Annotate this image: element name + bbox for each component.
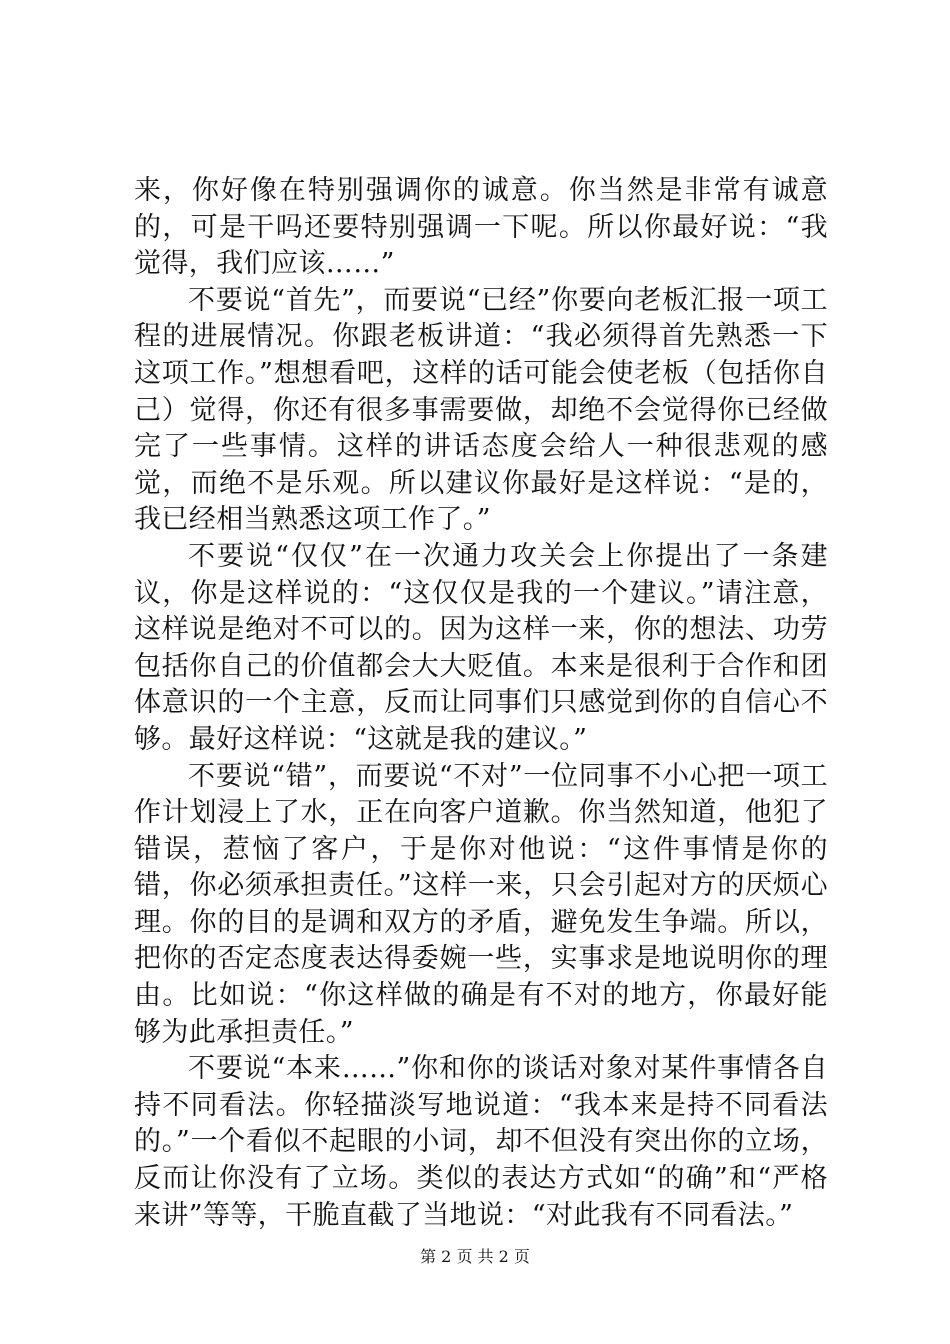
paragraph-only: 不要说“仅仅”在一次通力攻关会上你提出了一条建议，你是这样说的：“这仅仅是我的一个建议。”请注意，这样说是绝对不可以的。因为这样一来，你的想法、功劳包括你自己的价值都会大大贬值。本来是很利于合作和团体意识的一个主意，反而让同事们只感觉到你的自信心不够。最好这样说：“这就是我的建议。” [134,540,828,755]
paragraph-already: 不要说“首先”，而要说“已经”你要向老板汇报一项工程的进展情况。你跟老板讲道：“我必须得首先熟悉一下这项工作。”想想看吧，这样的话可能会使老板（包括你自己）觉得，你还有很多事需要做，却绝不会觉得你已经做完了一些事情。这样的讲话态度会给人一种很悲观的感觉，而绝不是乐观。所以建议你最好是这样说：“是的，我已经相当熟悉这项工作了。” [134,284,828,536]
paragraph-continued: 来，你好像在特别强调你的诚意。你当然是非常有诚意的，可是干吗还要特别强调一下呢。所以你最好说：“我觉得，我们应该……” [134,175,828,280]
paragraph-originally: 不要说“本来……”你和你的谈话对象对某件事情各自持不同看法。你轻描淡写地说道：“我本来是持不同看法的。”一个看似不起眼的小词，却不但没有突出你的立场，反而让你没有了立场。类似的表达方式如“的确”和“严格来讲”等等，干脆直截了当地说：“对此我有不同看法。” [134,1053,828,1231]
paragraph-wrong: 不要说“错”，而要说“不对”一位同事不小心把一项工作计划浸上了水，正在向客户道歉。你当然知道，他犯了错误，惹恼了客户，于是你对他说：“这件事情是你的错，你必须承担责任。”这样一来，只会引起对方的厌烦心理。你的目的是调和双方的矛盾，避免发生争端。所以，把你的否定态度表达得委婉一些，实事求是地说明你的理由。比如说：“你这样做的确是有不对的地方，你最好能够为此承担责任。” [134,760,828,1048]
page-number-footer: 第 2 页 共 2 页 [420,1247,530,1266]
document-body [134,173,828,1234]
